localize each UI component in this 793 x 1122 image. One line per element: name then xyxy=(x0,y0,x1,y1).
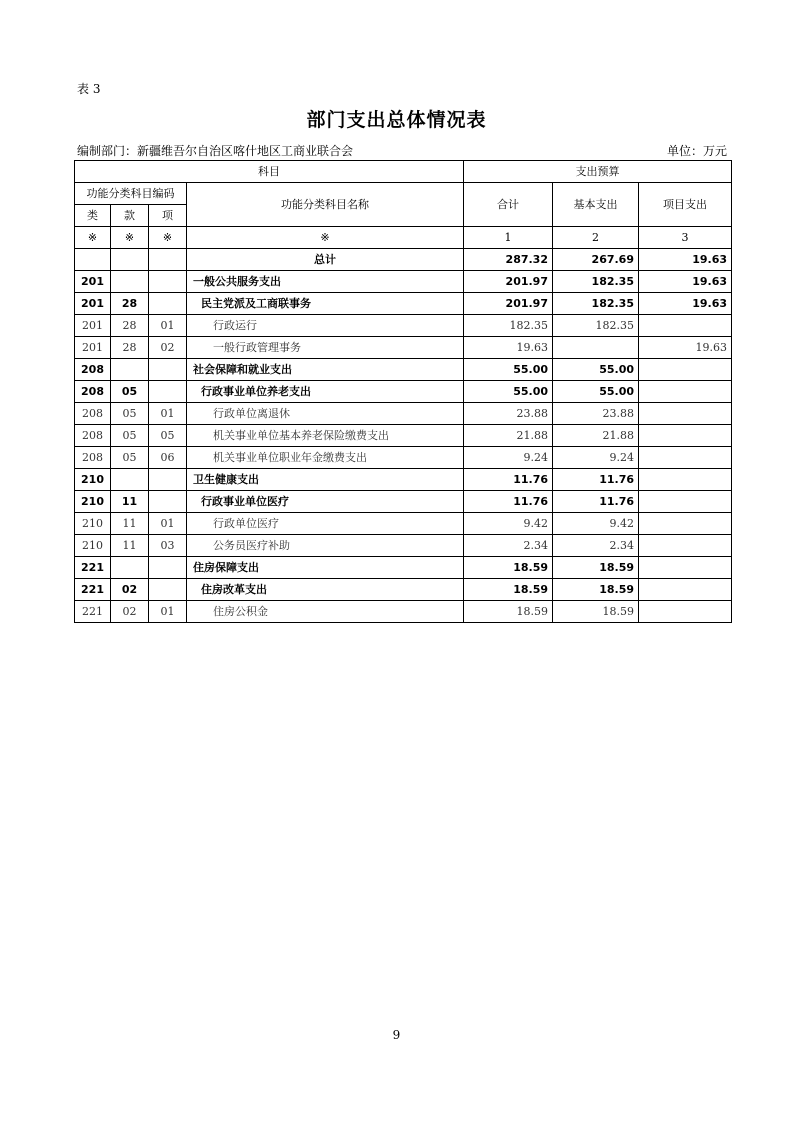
mark-cell: ※ xyxy=(111,227,149,249)
subject-name-cell: 行政事业单位医疗 xyxy=(187,491,464,513)
code-lei-cell: 208 xyxy=(75,381,111,403)
subject-name-cell: 民主党派及工商联事务 xyxy=(187,293,464,315)
project-cell: 19.63 xyxy=(639,271,732,293)
code-kuan-cell: 11 xyxy=(111,535,149,557)
name-header: 功能分类科目名称 xyxy=(187,183,464,227)
table-row xyxy=(75,315,732,337)
basic-cell: 18.59 xyxy=(553,579,639,601)
project-cell xyxy=(639,359,732,381)
code-lei-cell: 208 xyxy=(75,447,111,469)
table-row xyxy=(75,403,732,425)
project-cell xyxy=(639,315,732,337)
code-xiang-cell xyxy=(149,249,187,271)
table-body xyxy=(75,249,732,623)
table-row xyxy=(75,249,732,271)
basic-cell: 2.34 xyxy=(553,535,639,557)
subject-name-cell: 公务员医疗补助 xyxy=(187,535,464,557)
code-xiang-cell: 05 xyxy=(149,425,187,447)
table-row xyxy=(75,601,732,623)
total-cell: 18.59 xyxy=(464,601,553,623)
project-cell xyxy=(639,381,732,403)
total-cell: 19.63 xyxy=(464,337,553,359)
project-cell xyxy=(639,403,732,425)
code-xiang-cell: 01 xyxy=(149,315,187,337)
table-row xyxy=(75,491,732,513)
code-xiang-cell xyxy=(149,359,187,381)
code-kuan-cell: 28 xyxy=(111,293,149,315)
project-cell: 19.63 xyxy=(639,337,732,359)
project-cell: 19.63 xyxy=(639,249,732,271)
subject-header: 科目 xyxy=(75,161,464,183)
code-kuan-cell: 11 xyxy=(111,491,149,513)
kuan-header: 款 xyxy=(111,205,149,227)
expenditure-table xyxy=(74,160,732,623)
table-row xyxy=(75,447,732,469)
basic-cell: 9.42 xyxy=(553,513,639,535)
subject-name-cell: 行政单位医疗 xyxy=(187,513,464,535)
total-cell: 201.97 xyxy=(464,271,553,293)
total-cell: 182.35 xyxy=(464,315,553,337)
code-lei-cell: 201 xyxy=(75,271,111,293)
code-xiang-cell xyxy=(149,557,187,579)
code-kuan-cell xyxy=(111,249,149,271)
basic-cell: 182.35 xyxy=(553,293,639,315)
total-header: 合计 xyxy=(464,183,553,227)
basic-cell: 23.88 xyxy=(553,403,639,425)
total-cell: 11.76 xyxy=(464,469,553,491)
subject-name-cell: 住房公积金 xyxy=(187,601,464,623)
code-lei-cell xyxy=(75,249,111,271)
total-cell: 11.76 xyxy=(464,491,553,513)
total-cell: 55.00 xyxy=(464,359,553,381)
subject-name-cell: 机关事业单位基本养老保险缴费支出 xyxy=(187,425,464,447)
code-xiang-cell xyxy=(149,293,187,315)
table-row xyxy=(75,425,732,447)
code-kuan-cell: 05 xyxy=(111,403,149,425)
code-lei-cell: 221 xyxy=(75,557,111,579)
code-xiang-cell: 06 xyxy=(149,447,187,469)
total-cell: 9.24 xyxy=(464,447,553,469)
table-row xyxy=(75,271,732,293)
basic-cell: 9.24 xyxy=(553,447,639,469)
total-cell: 18.59 xyxy=(464,579,553,601)
table-row xyxy=(75,469,732,491)
subject-name-cell: 住房改革支出 xyxy=(187,579,464,601)
project-cell xyxy=(639,535,732,557)
code-kuan-cell: 05 xyxy=(111,425,149,447)
code-xiang-cell xyxy=(149,579,187,601)
code-xiang-cell xyxy=(149,469,187,491)
basic-cell: 11.76 xyxy=(553,491,639,513)
project-cell: 19.63 xyxy=(639,293,732,315)
code-kuan-cell: 28 xyxy=(111,315,149,337)
code-kuan-cell xyxy=(111,359,149,381)
code-xiang-cell xyxy=(149,491,187,513)
project-cell xyxy=(639,513,732,535)
project-cell xyxy=(639,469,732,491)
code-lei-cell: 208 xyxy=(75,425,111,447)
basic-cell: 267.69 xyxy=(553,249,639,271)
code-xiang-cell: 01 xyxy=(149,513,187,535)
column-number: 2 xyxy=(553,227,639,249)
xiang-header: 项 xyxy=(149,205,187,227)
table-row xyxy=(75,579,732,601)
code-header: 功能分类科目编码 xyxy=(75,183,187,205)
code-xiang-cell: 01 xyxy=(149,403,187,425)
code-lei-cell: 210 xyxy=(75,513,111,535)
code-kuan-cell: 02 xyxy=(111,601,149,623)
total-cell: 55.00 xyxy=(464,381,553,403)
code-kuan-cell xyxy=(111,469,149,491)
table-row xyxy=(75,359,732,381)
code-kuan-cell: 02 xyxy=(111,579,149,601)
subject-name-cell: 行政运行 xyxy=(187,315,464,337)
table-header xyxy=(75,161,732,249)
total-cell: 23.88 xyxy=(464,403,553,425)
code-xiang-cell xyxy=(149,381,187,403)
code-kuan-cell: 05 xyxy=(111,447,149,469)
project-cell xyxy=(639,425,732,447)
total-cell: 9.42 xyxy=(464,513,553,535)
code-kuan-cell xyxy=(111,271,149,293)
subject-name-cell: 一般行政管理事务 xyxy=(187,337,464,359)
basic-cell: 55.00 xyxy=(553,381,639,403)
code-lei-cell: 208 xyxy=(75,403,111,425)
table-row xyxy=(75,535,732,557)
basic-cell: 21.88 xyxy=(553,425,639,447)
code-lei-cell: 201 xyxy=(75,315,111,337)
basic-cell xyxy=(553,337,639,359)
project-cell xyxy=(639,447,732,469)
subject-name-cell: 社会保障和就业支出 xyxy=(187,359,464,381)
code-lei-cell: 201 xyxy=(75,337,111,359)
subject-name-cell: 机关事业单位职业年金缴费支出 xyxy=(187,447,464,469)
mark-cell: ※ xyxy=(187,227,464,249)
subject-name-cell: 行政事业单位养老支出 xyxy=(187,381,464,403)
code-xiang-cell: 02 xyxy=(149,337,187,359)
basic-cell: 182.35 xyxy=(553,315,639,337)
unit-label: 单位：万元 xyxy=(666,144,727,158)
basic-cell: 182.35 xyxy=(553,271,639,293)
table-row xyxy=(75,293,732,315)
total-cell: 287.32 xyxy=(464,249,553,271)
code-lei-cell: 210 xyxy=(75,491,111,513)
code-lei-cell: 221 xyxy=(75,601,111,623)
page-title: 部门支出总体情况表 xyxy=(306,109,487,131)
subject-name-cell: 总计 xyxy=(187,249,464,271)
code-lei-cell: 208 xyxy=(75,359,111,381)
total-cell: 18.59 xyxy=(464,557,553,579)
subject-name-cell: 卫生健康支出 xyxy=(187,469,464,491)
code-lei-cell: 210 xyxy=(75,535,111,557)
code-xiang-cell xyxy=(149,271,187,293)
code-kuan-cell: 05 xyxy=(111,381,149,403)
project-cell xyxy=(639,579,732,601)
code-lei-cell: 221 xyxy=(75,579,111,601)
basic-cell: 11.76 xyxy=(553,469,639,491)
project-cell xyxy=(639,557,732,579)
budget-header: 支出预算 xyxy=(464,161,732,183)
basic-header: 基本支出 xyxy=(553,183,639,227)
code-kuan-cell xyxy=(111,557,149,579)
table-row xyxy=(75,337,732,359)
total-cell: 21.88 xyxy=(464,425,553,447)
subject-name-cell: 一般公共服务支出 xyxy=(187,271,464,293)
code-kuan-cell: 28 xyxy=(111,337,149,359)
mark-cell: ※ xyxy=(149,227,187,249)
page-number: 9 xyxy=(392,1028,401,1042)
column-number: 3 xyxy=(639,227,732,249)
table-row xyxy=(75,381,732,403)
table-row xyxy=(75,557,732,579)
project-cell xyxy=(639,601,732,623)
code-xiang-cell: 01 xyxy=(149,601,187,623)
code-kuan-cell: 11 xyxy=(111,513,149,535)
table-label: 表 3 xyxy=(77,82,101,96)
code-lei-cell: 210 xyxy=(75,469,111,491)
code-lei-cell: 201 xyxy=(75,293,111,315)
project-header: 项目支出 xyxy=(639,183,732,227)
mark-cell: ※ xyxy=(75,227,111,249)
total-cell: 2.34 xyxy=(464,535,553,557)
subject-name-cell: 住房保障支出 xyxy=(187,557,464,579)
subject-name-cell: 行政单位离退休 xyxy=(187,403,464,425)
basic-cell: 18.59 xyxy=(553,557,639,579)
department-label: 编制部门：新疆维吾尔自治区喀什地区工商业联合会 xyxy=(77,144,354,158)
lei-header: 类 xyxy=(75,205,111,227)
code-xiang-cell: 03 xyxy=(149,535,187,557)
basic-cell: 18.59 xyxy=(553,601,639,623)
basic-cell: 55.00 xyxy=(553,359,639,381)
total-cell: 201.97 xyxy=(464,293,553,315)
column-number: 1 xyxy=(464,227,553,249)
project-cell xyxy=(639,491,732,513)
table-row xyxy=(75,513,732,535)
